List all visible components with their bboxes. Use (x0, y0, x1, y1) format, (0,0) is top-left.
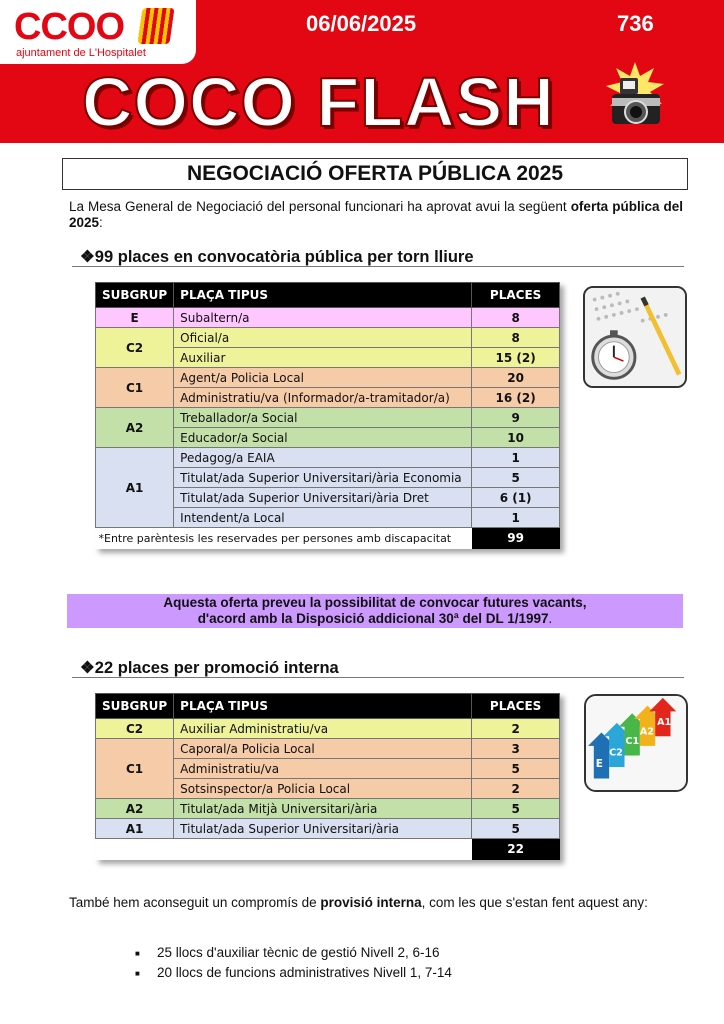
intro-end: : (99, 215, 103, 230)
table-header-row (96, 694, 560, 719)
outro-end: , com les que s'estan fent aquest any: (421, 895, 648, 910)
table-header-row (96, 283, 560, 308)
type-cell: Caporal/a Policia Local (174, 739, 472, 759)
table-row (96, 408, 560, 428)
section2-divider (72, 677, 684, 678)
type-cell: Administratiu/va (174, 759, 472, 779)
list-item: ■ 20 llocs de funcions administratives Nivell 1, 7-14 (135, 963, 452, 983)
section1-heading (80, 247, 474, 267)
type-cell: Agent/a Policia Local (174, 368, 472, 388)
table-total: 99 (472, 528, 560, 549)
places-cell: 10 (472, 428, 560, 448)
notice-line2-wrap (67, 611, 683, 627)
places-cell: 20 (472, 368, 560, 388)
table-total: 22 (472, 839, 560, 860)
type-cell: Sotsinspector/a Policia Local (174, 779, 472, 799)
group-cell: C2 (96, 328, 174, 368)
type-cell: Pedagog/a EAIA (174, 448, 472, 468)
places-cell: 6 (1) (472, 488, 560, 508)
notice-line2: d'acord amb la Disposició addicional 30ª del DL 1/1997 (197, 611, 549, 626)
table-row (96, 308, 560, 328)
col-header-placa: PLAÇA TIPUS (174, 694, 472, 719)
bullet-list (135, 943, 452, 983)
places-cell: 16 (2) (472, 388, 560, 408)
places-cell: 2 (472, 779, 560, 799)
table-footnote: *Entre parèntesis les reservades per persones amb discapacitat (98, 531, 452, 545)
notice-banner (67, 594, 683, 628)
section2-heading-text: 22 places per promoció interna (94, 659, 339, 677)
col-header-places: PLACES (472, 694, 560, 719)
camera-icon (602, 60, 668, 130)
places-cell: 8 (472, 308, 560, 328)
group-cell: C2 (96, 719, 174, 739)
table-row (96, 819, 560, 839)
places-cell: 8 (472, 328, 560, 348)
group-cell: A2 (96, 408, 174, 448)
type-cell: Titulat/ada Mitjà Universitari/ària (174, 799, 472, 819)
table-footer-blank (96, 839, 472, 860)
notice-line1: Aquesta oferta preveu la possibilitat de convocar futures vacants, (163, 595, 587, 610)
intro-paragraph (69, 199, 683, 231)
section1-divider (72, 266, 684, 267)
col-header-placa: PLAÇA TIPUS (174, 283, 472, 308)
type-cell: Subaltern/a (174, 308, 472, 328)
type-cell: Titulat/ada Superior Universitari/ària Dret (174, 488, 472, 508)
arrow-label-c2: C2 (609, 747, 623, 759)
type-cell: Administratiu/va (Informador/a-tramitador/a) (174, 388, 472, 408)
type-cell: Auxiliar Administratiu/va (174, 719, 472, 739)
issue-number: 736 (617, 11, 654, 36)
list-item: ■ 25 llocs d'auxiliar tècnic de gestió Nivell 2, 6-16 (135, 943, 452, 963)
type-cell: Auxiliar (174, 348, 472, 368)
table-row (96, 799, 560, 819)
places-cell: 3 (472, 739, 560, 759)
type-cell: Treballador/a Social (174, 408, 472, 428)
places-cell: 5 (472, 819, 560, 839)
catalan-flag-icon (137, 8, 174, 44)
arrow-label-a2: A2 (639, 726, 654, 738)
outro-text: També hem aconseguit un compromís de (69, 895, 321, 910)
table-row (96, 368, 560, 388)
section2-heading (80, 658, 339, 678)
intro-bold: oferta pública del 2025 (69, 199, 683, 230)
logo-text: CCOO (14, 6, 124, 48)
issue-date: 06/06/2025 (306, 11, 417, 36)
col-header-subgrup: SUBGRUP (96, 694, 174, 719)
places-cell: 5 (472, 468, 560, 488)
group-cell: E (96, 308, 174, 328)
intro-text: La Mesa General de Negociació del personal funcionari ha aprovat avui la següent (69, 199, 571, 214)
type-cell: Intendent/a Local (174, 508, 472, 528)
ccoo-logo (0, 0, 196, 64)
col-header-subgrup: SUBGRUP (96, 283, 174, 308)
places-cell: 1 (472, 448, 560, 468)
table-row (96, 719, 560, 739)
table-footer-row (96, 528, 560, 549)
group-cell: C1 (96, 739, 174, 799)
table-row (96, 448, 560, 468)
type-cell: Educador/a Social (174, 428, 472, 448)
header-banner (0, 0, 724, 143)
diamond-bullet-icon: ❖ (80, 248, 95, 266)
open-places-table (95, 282, 560, 549)
group-cell: A2 (96, 799, 174, 819)
group-cell: A1 (96, 819, 174, 839)
places-cell: 5 (472, 759, 560, 779)
arrow-label-c1: C1 (625, 735, 640, 747)
arrow-label-e: E (595, 757, 603, 770)
logo-subtitle: ajuntament de L'Hospitalet (16, 47, 146, 59)
places-cell: 2 (472, 719, 560, 739)
type-cell: Titulat/ada Superior Universitari/ària (174, 819, 472, 839)
internal-promotion-table (95, 693, 560, 860)
outro-bold: provisió interna (320, 895, 422, 910)
outro-paragraph (69, 895, 683, 911)
arrow-label-a1: A1 (657, 716, 672, 728)
places-cell: 15 (2) (472, 348, 560, 368)
places-cell: 9 (472, 408, 560, 428)
group-cell: C1 (96, 368, 174, 408)
group-cell: A1 (96, 448, 174, 528)
diamond-bullet-icon: ❖ (80, 659, 95, 677)
exam-stopwatch-image (583, 286, 687, 388)
type-cell: Titulat/ada Superior Universitari/ària Economia (174, 468, 472, 488)
notice-end: . (548, 611, 553, 626)
table-row (96, 328, 560, 348)
col-header-places: PLACES (472, 283, 560, 308)
places-cell: 5 (472, 799, 560, 819)
newsletter-title: COCO FLASH (82, 63, 555, 141)
type-cell: Oficial/a (174, 328, 472, 348)
table-row (96, 739, 560, 759)
headline: NEGOCIACIÓ OFERTA PÚBLICA 2025 (62, 158, 688, 190)
places-cell: 1 (472, 508, 560, 528)
section1-heading-text: 99 places en convocatòria pública per torn lliure (94, 248, 474, 266)
grade-arrows-image (584, 694, 688, 792)
table-footer-row (96, 839, 560, 860)
